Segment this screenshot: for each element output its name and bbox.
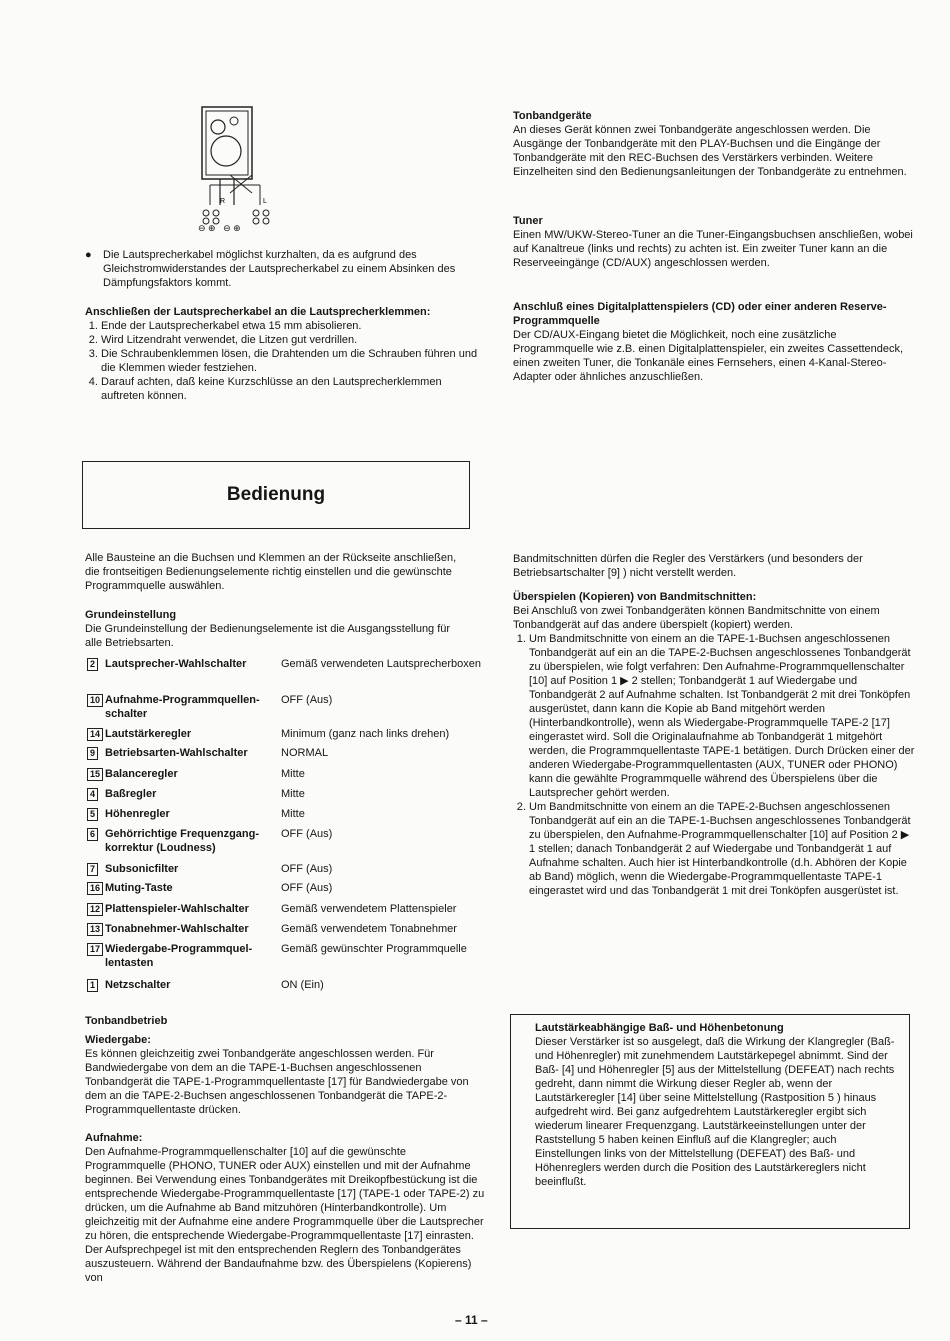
setting-value: Gemäß verwendeten Lautsprecherboxen bbox=[281, 658, 481, 670]
setting-label: Baßregler bbox=[105, 788, 157, 800]
setting-label: Gehörrichtige Frequenzgang-korrektur (Loudness) bbox=[105, 828, 260, 854]
tonbandbetrieb-heading: Tonbandbetrieb bbox=[85, 1015, 168, 1027]
aufnahme-text: Den Aufnahme-Programmquellenschalter [10] auf die gewünschte Programmquelle (PHONO, TUNER oder AUX) einstellen und mit der Aufnahme beginnen. Bei Verwendung eines Tonbandgerätes mit Dreikopfbestückung ist die entsprechende Wiedergabe-Programmquellentaste [17] (TAPE-1 oder TAPE-2) zu drücken, um die Aufnahme ab Band mitzuhören (Hinterbandkontrolle). Um gleichzeitig mit der Aufnahme eine andere Programmquelle über die Lautsprecher zu hören, die entsprechende Wiedergabe-Programmquellentaste [17] einrasten. Der Aufsprechpegel ist mit den entsprechenden Reglern des Tonbandgerätes auszusteuern. Während der Bandaufnahme bzw. des Überspielens (Kopierens) von bbox=[85, 1146, 485, 1284]
cable-note-text: Die Lautsprecherkabel möglichst kurzhalten, da es aufgrund des Gleichstromwiderstandes der Lautsprecherkabel zu einem Absinken des Dämpfungsfaktors kommt. bbox=[103, 249, 456, 289]
setting-row bbox=[85, 693, 495, 721]
wiedergabe-text: Es können gleichzeitig zwei Tonbandgeräte angeschlossen werden. Für Bandwiedergabe von dem an die TAPE-1-Buchsen angeschlossenen Tonbandgerät die TAPE-1-Programmquellentaste [17] für Bandwiedergabe von dem an die TAPE-2-Buchsen angeschlossenen Tonbandgerät die TAPE-2-Programmquellentaste drücken. bbox=[85, 1048, 469, 1116]
setting-row bbox=[85, 727, 495, 741]
setting-row bbox=[85, 746, 495, 760]
setting-value: OFF (Aus) bbox=[281, 828, 333, 840]
tuner-text: Einen MW/UKW-Stereo-Tuner an die Tuner-Eingangsbuchsen anschließen, wobei auf Kanaltreue (links und rechts) zu achten ist. Ein zweiter Tuner kann an die Reserveeingänge (CD/AUX) angeschlossen werden. bbox=[513, 229, 913, 269]
anschluss-step: 1. Ende der Lautsprecherkabel etwa 15 mm abisolieren. bbox=[101, 319, 480, 333]
copy-section bbox=[513, 552, 918, 898]
l-label: L bbox=[263, 198, 267, 205]
setting-row bbox=[85, 978, 495, 992]
setting-label: Tonabnehmer-Wahlschalter bbox=[105, 923, 249, 935]
setting-row bbox=[85, 807, 495, 821]
setting-value: NORMAL bbox=[281, 747, 329, 759]
tonband-section bbox=[513, 109, 913, 179]
setting-value: OFF (Aus) bbox=[281, 694, 333, 706]
aufnahme-heading: Aufnahme: bbox=[85, 1132, 143, 1144]
copy-intro: Bei Anschluß von zwei Tonbandgeräten können Bandmitschnitte von einem Tonbandgerät auf das andere überspielt (kopiert) werden. bbox=[513, 605, 880, 631]
tonbandbetrieb-section bbox=[85, 1014, 485, 1285]
setting-row bbox=[85, 862, 495, 876]
setting-label: Aufnahme-Programmquellen-schalter bbox=[105, 694, 260, 720]
anschluss-step: 4. Darauf achten, daß keine Kurzschlüsse an den Lautsprecherklemmen auftreten können. bbox=[101, 375, 480, 403]
control-number-badge: 13 bbox=[87, 923, 103, 936]
setting-label: Lautsprecher-Wahlschalter bbox=[105, 658, 247, 670]
copy-step: 2. Um Bandmitschnitte von einem an die TAPE-2-Buchsen angeschlossenen Tonbandgerät auf ein an die TAPE-1-Buchsen angeschlossenes Tonbandgerät zu überspielen, den Aufnahme-Programmquellenschalter [10] auf Position 2 ▶ 1 stellen; danach Tonbandgerät 2 auf Wiedergabe und Tonbandgerät 1 auf Aufnahme schalten. Auch hier ist Hinterbandkontrolle (d.h. Abhören der Kopie ab Band) möglich, wenn die Wiedergabe-Programmquellentaste TAPE-1 eingerastet wird und das Tonbandgerät 1 mit drei Tonköpfen ausgerüstet ist. bbox=[529, 800, 918, 898]
grund-heading: Grundeinstellung bbox=[85, 609, 177, 621]
anschluss-steps bbox=[85, 319, 480, 403]
setting-label: Betriebsarten-Wahlschalter bbox=[105, 747, 248, 759]
wiedergabe-heading: Wiedergabe: bbox=[85, 1034, 151, 1046]
grund-text: Die Grundeinstellung der Bedienungselemente ist die Ausgangsstellung für alle Betriebsarten. bbox=[85, 623, 451, 649]
tonband-heading: Tonbandgeräte bbox=[513, 110, 592, 122]
setting-row bbox=[85, 787, 495, 801]
setting-row bbox=[85, 942, 495, 970]
setting-label: Höhenregler bbox=[105, 808, 170, 820]
setting-value: Mitte bbox=[281, 808, 305, 820]
loudness-heading: Lautstärkeabhängige Baß- und Höhenbetonung bbox=[535, 1022, 784, 1034]
control-number-badge: 17 bbox=[87, 943, 103, 956]
anschluss-section bbox=[85, 305, 480, 403]
setting-label: Netzschalter bbox=[105, 979, 171, 991]
section-title: Bedienung bbox=[226, 484, 326, 505]
control-number-badge: 6 bbox=[87, 828, 98, 841]
control-number-badge: 1 bbox=[87, 979, 98, 992]
setting-label: Subsonicfilter bbox=[105, 863, 179, 875]
anschluss-heading: Anschließen der Lautsprecherkabel an die Lautsprecherklemmen: bbox=[85, 306, 431, 318]
setting-value: Gemäß verwendetem Tonabnehmer bbox=[281, 923, 457, 935]
setting-row bbox=[85, 922, 495, 936]
anschluss-step: 2. Wird Litzendraht verwendet, die Litzen gut verdrillen. bbox=[101, 333, 480, 347]
setting-value: Mitte bbox=[281, 788, 305, 800]
r-label: R bbox=[220, 198, 226, 205]
setting-value: Gemäß gewünschter Programmquelle bbox=[281, 943, 467, 955]
cd-heading: Anschluß eines Digitalplattenspielers (CD) oder einer anderen Reserve-Programmquelle bbox=[513, 301, 887, 327]
setting-value: ON (Ein) bbox=[281, 979, 324, 991]
page-number: – 11 – bbox=[455, 1313, 488, 1327]
control-number-badge: 5 bbox=[87, 808, 98, 821]
setting-value: OFF (Aus) bbox=[281, 882, 333, 894]
setting-value: OFF (Aus) bbox=[281, 863, 333, 875]
setting-label: Wiedergabe-Programmquel-lentasten bbox=[105, 943, 253, 969]
control-number-badge: 2 bbox=[87, 658, 98, 671]
copy-steps bbox=[513, 632, 918, 898]
cd-section bbox=[513, 300, 918, 384]
copy-heading: Überspielen (Kopieren) von Bandmitschnitten: bbox=[513, 591, 757, 603]
control-number-badge: 16 bbox=[87, 882, 103, 895]
setting-label: Plattenspieler-Wahlschalter bbox=[105, 903, 249, 915]
copy-step: 1. Um Bandmitschnitte von einem an die TAPE-1-Buchsen angeschlossenen Tonbandgerät auf ein an die TAPE-2-Buchsen angeschlossenes Tonbandgerät zu überspielen, wie folgt verfahren: Den Aufnahme-Programmquellenschalter [10] auf Position 1 ▶ 2 stellen; Tonbandgerät 1 auf Wiedergabe und Tonbandgerät 2 auf Aufnahme schalten. Ist Tonbandgerät 2 mit drei Tonköpfen ausgerüstet, dann kann die Kopie ab Band mitgehört werden (Hinterbandkontrolle), wenn als Wiedergabe-Programmquelle TAPE-2 [17] eingerastet wird. Soll die Originalaufnahme ab Tonbandgerät 1 mitgehört werden, die Programmquellentaste TAPE-1 betätigen. Durch Drücken einer der anderen Wiedergabe-Programmquellentasten (AUX, TUNER oder PHONO) kann die gewählte Programmquelle während des Überspielens über die Lautsprecher gehört werden. bbox=[529, 632, 918, 800]
setting-value: Gemäß verwendetem Plattenspieler bbox=[281, 903, 457, 915]
setting-row bbox=[85, 827, 495, 855]
continuation-text: Bandmitschnitten dürfen die Regler des Verstärkers (und besonders der Betriebsartschalter [9] ) nicht verstellt werden. bbox=[513, 553, 863, 579]
cd-text: Der CD/AUX-Eingang bietet die Möglichkeit, noch eine zusätzliche Programmquelle wie z.B. einen Digitalplattenspieler, ein zweites Cassettendeck, einen zweiten Tuner, die Tonkanäle eines Fernsehers, einen 4-Kanal-Stereo-Adapter oder ähnliches anzuschließen. bbox=[513, 329, 904, 383]
terminal-symbols: ⊖ ⊕ ⊖ ⊕ bbox=[198, 223, 241, 233]
control-number-badge: 14 bbox=[87, 728, 103, 741]
intro: Alle Bausteine an die Buchsen und Klemmen an der Rückseite anschließen, die frontseitigen Bedienungselemente richtig einstellen und die gewünschte Programmquelle auswählen. bbox=[85, 552, 457, 592]
setting-label: Muting-Taste bbox=[105, 882, 173, 894]
control-number-badge: 9 bbox=[87, 747, 98, 760]
cable-note bbox=[85, 248, 465, 290]
loudness-text: Dieser Verstärker ist so ausgelegt, daß die Wirkung der Klangregler (Baß- und Höhenregler) mit zunehmendem Lautstärkepegel abnimmt. Sind der Baß- [4] und Höhenregler [5] aus der Mittelstellung (DEFEAT) nach rechts gedreht, dann nimmt die Wirkung dieser Regler ab, wenn der Lautstärkeregler [14] über seine Mittelstellung (Rastposition 5 ) hinaus aufgedreht wird. Bei ganz aufgedrehtem Lautstärkeregler ergibt sich wiederum linearer Frequenzgang. Lautstärkeeinstellungen unter der Raststellung 5 haben keinen Einfluß auf die Klangregler; auch Einstellungen links von der Mittelstellung (DEFEAT) des Baß- und Höhenreglers werden durch die Position des Lautstärkereglers nicht beeinflußt. bbox=[535, 1036, 895, 1188]
loudness-box bbox=[510, 1014, 910, 1229]
control-number-badge: 12 bbox=[87, 903, 103, 916]
control-number-badge: 15 bbox=[87, 768, 103, 781]
setting-value: Minimum (ganz nach links drehen) bbox=[281, 728, 450, 740]
control-number-badge: 7 bbox=[87, 863, 98, 876]
bullet-icon: ● bbox=[85, 249, 92, 261]
tuner-section bbox=[513, 214, 913, 270]
section-title-box bbox=[82, 461, 470, 529]
control-number-badge: 4 bbox=[87, 788, 98, 801]
setting-value: Mitte bbox=[281, 768, 305, 780]
grund-section bbox=[85, 608, 465, 650]
tonband-text: An dieses Gerät können zwei Tonbandgeräte angeschlossen werden. Die Ausgänge der Tonbandgeräte mit den PLAY-Buchsen und die Eingänge der Tonbandgeräte mit den REC-Buchsen des Verstärkers verbinden. Weitere Einzelheiten sind den Bedienungsanleitungen der Tonbandgeräte zu entnehmen. bbox=[513, 124, 907, 178]
tuner-heading: Tuner bbox=[513, 215, 543, 227]
anschluss-step: 3. Die Schraubenklemmen lösen, die Drahtenden um die Schrauben führen und die Klemmen wieder festziehen. bbox=[101, 347, 480, 375]
setting-row bbox=[85, 881, 495, 895]
setting-label: Balanceregler bbox=[105, 768, 178, 780]
setting-label: Lautstärkeregler bbox=[105, 728, 192, 740]
setting-row bbox=[85, 902, 495, 916]
setting-row bbox=[85, 767, 495, 781]
control-number-badge: 10 bbox=[87, 694, 103, 707]
speaker-connection-diagram bbox=[190, 105, 280, 235]
setting-row bbox=[85, 657, 495, 671]
speaker-diagram-icon bbox=[190, 105, 280, 235]
